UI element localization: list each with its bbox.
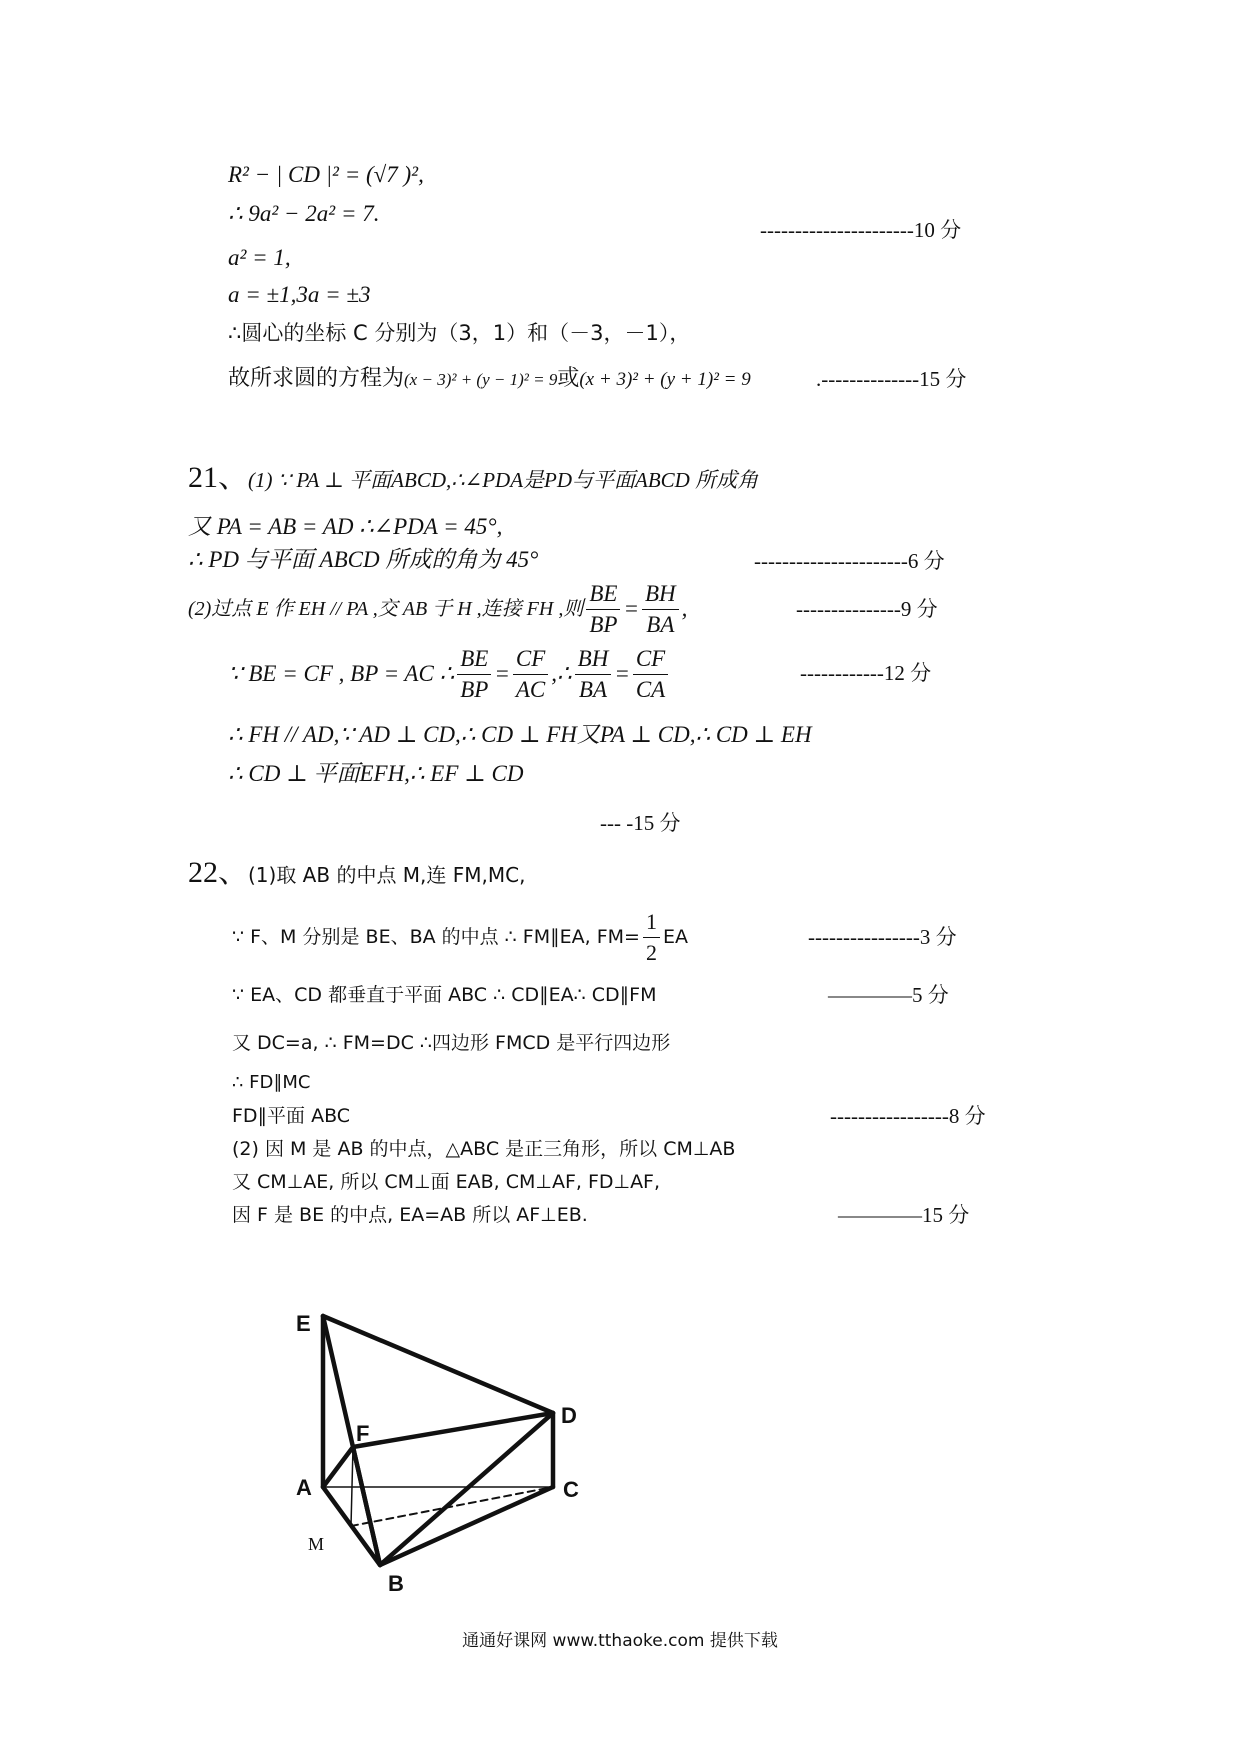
p21-line-6: ∴ FH // AD,∵ AD ⊥ CD,∴ CD ⊥ FH又PA ⊥ CD,∴ CD ⊥ EH bbox=[228, 722, 812, 747]
score-12: ------------12 分 bbox=[800, 661, 932, 685]
problem-22-number: 22、 bbox=[188, 856, 248, 889]
score-15-p20: .--------------15 分 bbox=[816, 367, 967, 391]
circle-eq-2: (x + 3)² + (y + 1)² = 9 bbox=[579, 369, 751, 390]
p22-line-8: 又 CM⊥AE, 所以 CM⊥面 EAB, CM⊥AF, FD⊥AF, bbox=[232, 1171, 661, 1193]
label-B: B bbox=[388, 1571, 404, 1596]
p21-line-3: ∴ PD 与平面 ABCD 所成的角为 45° bbox=[188, 547, 539, 572]
p22-line-7: (2) 因 M 是 AB 的中点，△ABC 是正三角形，所以 CM⊥AB bbox=[232, 1138, 736, 1160]
score-5: ————5 分 bbox=[828, 983, 949, 1007]
p22-line-2-text: ∵ F、M 分别是 BE、BA 的中点 ∴ FM∥EA, FM= bbox=[232, 926, 640, 948]
p21-ratio-text: ∵ BE = CF , BP = AC ∴ bbox=[228, 661, 455, 686]
score-10: ----------------------10 分 bbox=[760, 218, 962, 242]
circle-eq-or: 或 bbox=[557, 366, 580, 391]
fraction-bh-ba-2: $\frac{BH}{BA}$ bbox=[575, 644, 612, 705]
label-A: A bbox=[296, 1475, 312, 1500]
fraction-bh-ba: $\frac{BH}{BA}$ bbox=[642, 579, 679, 640]
fraction-cf-ac: $\frac{CF}{AC}$ bbox=[513, 644, 548, 705]
fraction-cf-ca: $\frac{CF}{CA}$ bbox=[633, 644, 668, 705]
center-coords-line: ∴圆心的坐标 C 分别为（3，1）和（－3，－1）， bbox=[228, 321, 691, 345]
p22-line-6: FD∥平面 ABC bbox=[232, 1105, 351, 1127]
p22-part1-text: (1)取 AB 的中点 M,连 FM,MC, bbox=[248, 863, 526, 887]
fraction-one-half: $\frac{1}{2}$ bbox=[643, 907, 660, 968]
edge-BC bbox=[380, 1487, 553, 1565]
eq-line-3: a² = 1, bbox=[228, 245, 291, 270]
p21-part1-text: (1) ∵ PA ⊥ 平面ABCD,∴∠PDA是PD与平面ABCD 所成角 bbox=[248, 468, 759, 492]
edge-MC-dashed bbox=[351, 1487, 553, 1526]
edge-ED bbox=[323, 1316, 553, 1413]
problem-21-number: 21、 bbox=[188, 461, 248, 494]
label-E: E bbox=[296, 1311, 311, 1336]
label-M: M bbox=[308, 1534, 325, 1554]
score-8: -----------------8 分 bbox=[830, 1104, 986, 1128]
label-F: F bbox=[356, 1421, 370, 1446]
edge-FM bbox=[351, 1447, 353, 1526]
score-3: ----------------3 分 bbox=[808, 925, 957, 949]
circle-eq-prefix: 故所求圆的方程为 bbox=[228, 366, 405, 391]
score-15-p22: ————15 分 bbox=[838, 1203, 970, 1227]
fraction-be-bp-2: $\frac{BE}{BP}$ bbox=[457, 644, 491, 705]
p22-line-2: ∵ F、M 分别是 BE、BA 的中点 ∴ FM∥EA, FM= $\frac{1}{2}$ EA bbox=[232, 905, 688, 969]
p22-line-9: 因 F 是 BE 的中点, EA=AB 所以 AF⊥EB. bbox=[232, 1204, 588, 1226]
p21-line-2: 又 PA = AB = AD ∴∠PDA = 45°, bbox=[188, 514, 503, 539]
edge-AF bbox=[323, 1447, 353, 1487]
p21-ratio-line: ∵ BE = CF , BP = AC ∴ $\frac{BE}{BP}$ = $\frac{CF}{AC}$ ,∴ $\frac{BH}{BA}$ = $\frac{CF}{CA}$ bbox=[228, 642, 671, 706]
p22-line-3: ∵ EA、CD 都垂直于平面 ABC ∴ CD∥EA∴ CD∥FM bbox=[232, 984, 657, 1006]
score-9: ---------------9 分 bbox=[796, 597, 938, 621]
p22-line-4: 又 DC=a, ∴ FM=DC ∴四边形 FMCD 是平行四边形 bbox=[232, 1032, 671, 1054]
page-footer: 通通好课网 www.tthaoke.com 提供下载 bbox=[462, 1631, 778, 1651]
p21-part2-text: (2)过点 E 作 EH // PA ,交 AB 于 H ,连接 FH ,则 bbox=[188, 598, 584, 620]
circle-eq-1: (x − 3)² + (y − 1)² = 9 bbox=[404, 370, 558, 389]
label-D: D bbox=[561, 1403, 577, 1428]
eq-line-2: ∴ 9a² − 2a² = 7. bbox=[228, 201, 380, 226]
eq-line-4: a = ±1,3a = ±3 bbox=[228, 282, 371, 307]
p21-part2-line: (2)过点 E 作 EH // PA ,交 AB 于 H ,连接 FH ,则 $\frac{BE}{BP}$ = $\frac{BH}{BA}$ , bbox=[188, 577, 687, 641]
p21-line-7: ∴ CD ⊥ 平面EFH,∴ EF ⊥ CD bbox=[228, 761, 524, 786]
fraction-be-bp: $\frac{BE}{BP}$ bbox=[586, 579, 620, 640]
label-C: C bbox=[563, 1477, 579, 1502]
eq-line-1: R² − | CD |² = (√7 )², bbox=[228, 162, 424, 187]
score-15-p21: --- -15 分 bbox=[600, 811, 681, 835]
p22-line-5: ∴ FD∥MC bbox=[232, 1072, 311, 1093]
score-6: ----------------------6 分 bbox=[754, 549, 945, 573]
